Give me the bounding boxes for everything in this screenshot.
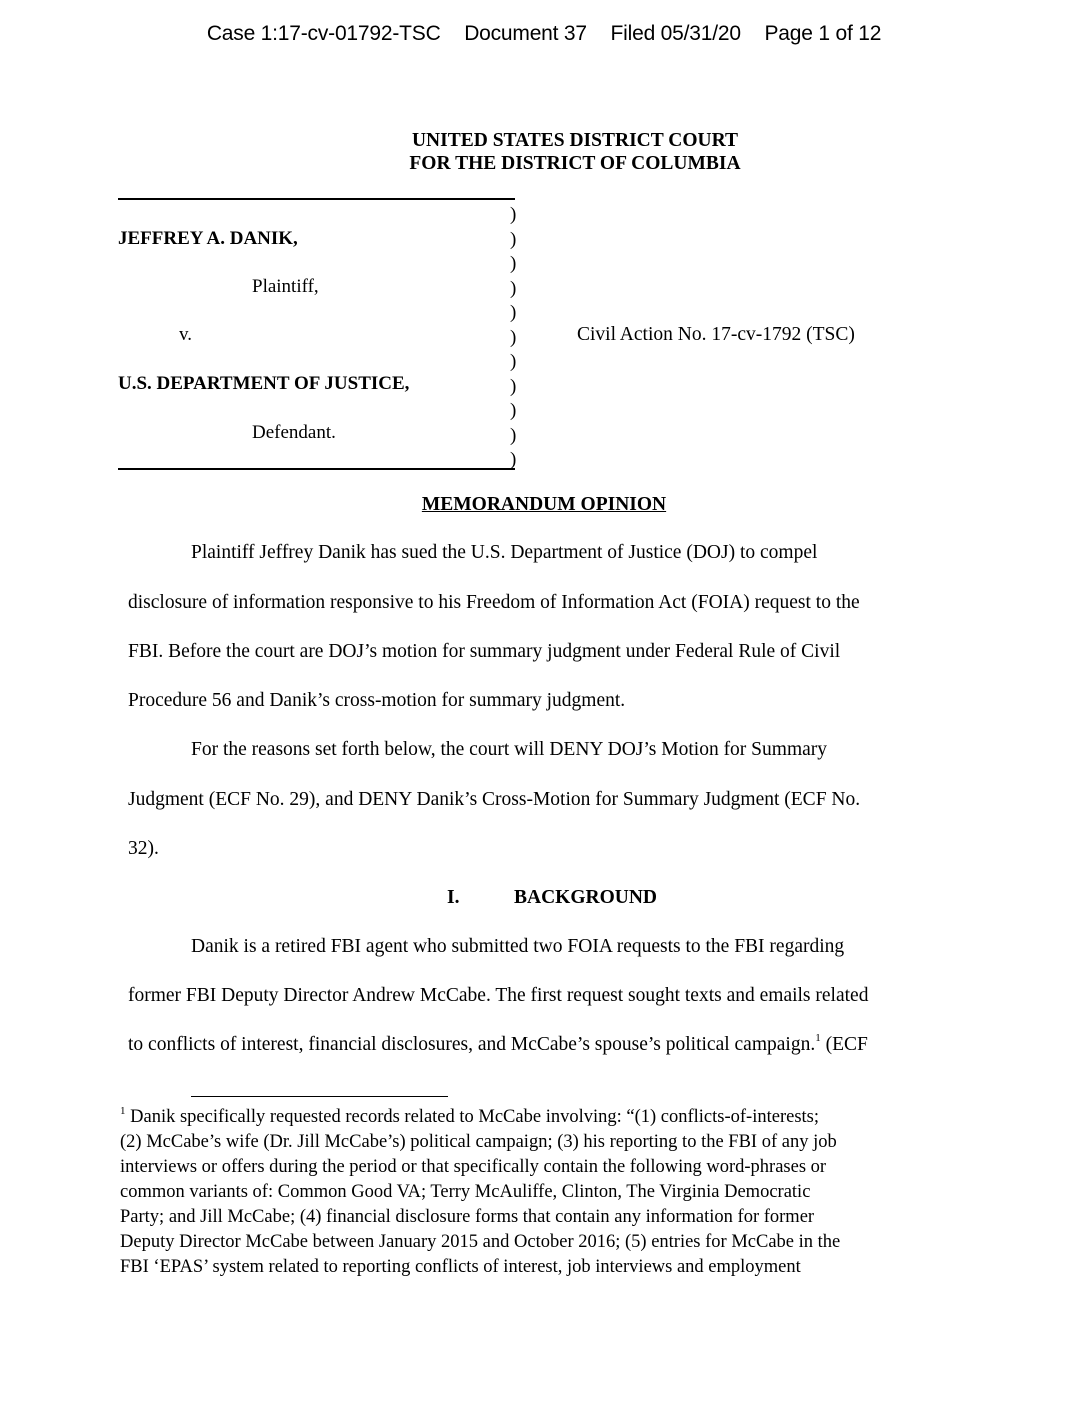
- paragraph-text: to conflicts of interest, financial disclosures, and McCabe’s spouse’s political campaign.: [128, 1034, 816, 1055]
- paren: ): [510, 228, 517, 250]
- civil-action-number: Civil Action No. 17-cv-1792 (TSC): [577, 324, 855, 345]
- section-number: I.: [447, 887, 460, 908]
- footnote-line: interviews or offers during the period or that specifically contain the following word-phrases or: [120, 1157, 827, 1177]
- footnote-line: Party; and Jill McCabe; (4) financial disclosure forms that contain any information for former: [120, 1207, 815, 1227]
- paren: ): [510, 204, 517, 225]
- footnote-line: Deputy Director McCabe between January 2015 and October 2016; (5) entries for McCabe in the: [120, 1232, 841, 1252]
- defendant-name: U.S. DEPARTMENT OF JUSTICE,: [118, 373, 410, 394]
- footnote-marker: 1: [120, 1105, 126, 1117]
- filed-date: Filed 05/31/20: [610, 22, 741, 45]
- footnote-ref[interactable]: 1: [815, 1032, 821, 1044]
- ecf-header: [0, 22, 1088, 46]
- paragraph-line: Danik is a retired FBI agent who submitted two FOIA requests to the FBI regarding: [191, 936, 845, 957]
- paragraph-line: 32).: [128, 838, 159, 859]
- paren: ): [510, 277, 517, 299]
- page-count: Page 1 of 12: [764, 22, 882, 45]
- court-line-1: UNITED STATES DISTRICT COURT: [411, 130, 739, 151]
- memorandum-title: MEMORANDUM OPINION: [421, 494, 667, 515]
- footnote-line: [120, 1107, 819, 1128]
- document-number: Document 37: [464, 22, 587, 45]
- paren: ): [510, 302, 517, 323]
- plaintiff-role: Plaintiff,: [252, 276, 319, 297]
- court-line-2: FOR THE DISTRICT OF COLUMBIA: [409, 153, 741, 174]
- caption-rule-bottom: [118, 468, 515, 470]
- paragraph-line: [128, 1034, 868, 1056]
- paragraph-line: Judgment (ECF No. 29), and DENY Danik’s Cross-Motion for Summary Judgment (ECF No.: [128, 789, 861, 810]
- versus: v.: [179, 324, 193, 345]
- paren: ): [510, 326, 517, 348]
- footnote-separator: [191, 1096, 448, 1097]
- paren: ): [510, 375, 517, 397]
- defendant-role: Defendant.: [252, 422, 336, 443]
- paragraph-line: Procedure 56 and Danik’s cross-motion for summary judgment.: [128, 690, 626, 711]
- paragraph-line: For the reasons set forth below, the court will DENY DOJ’s Motion for Summary: [191, 739, 828, 760]
- case-number: Case 1:17-cv-01792-TSC: [206, 22, 441, 45]
- plaintiff-name: JEFFREY A. DANIK,: [118, 228, 298, 249]
- paren: ): [510, 400, 517, 421]
- caption-rule-top: [118, 198, 515, 200]
- paren: ): [510, 424, 517, 446]
- footnote-line: FBI ‘EPAS’ system related to reporting conflicts of interest, job interviews and employment: [120, 1257, 801, 1277]
- court-title: [320, 129, 830, 175]
- paragraph-line: disclosure of information responsive to his Freedom of Information Act (FOIA) request to the: [128, 592, 860, 613]
- paragraph-text: (ECF: [820, 1034, 868, 1055]
- paren: ): [510, 351, 517, 372]
- section-title: BACKGROUND: [514, 887, 658, 908]
- footnote-line: (2) McCabe’s wife (Dr. Jill McCabe’s) political campaign; (3) his reporting to the FBI of any job: [120, 1132, 837, 1152]
- paragraph-line: FBI. Before the court are DOJ’s motion for summary judgment under Federal Rule of Civil: [128, 641, 841, 662]
- paren: ): [510, 253, 517, 274]
- paragraph-line: Plaintiff Jeffrey Danik has sued the U.S. Department of Justice (DOJ) to compel: [191, 542, 818, 563]
- footnote-text: Danik specifically requested records related to McCabe involving: “(1) conflicts-of-interests;: [125, 1107, 820, 1127]
- footnote-line: common variants of: Common Good VA; Terry McAuliffe, Clinton, The Virginia Democratic: [120, 1182, 811, 1202]
- paragraph-line: former FBI Deputy Director Andrew McCabe. The first request sought texts and emails related: [128, 985, 869, 1006]
- paren: ): [510, 449, 517, 470]
- caption-parens: [510, 203, 516, 473]
